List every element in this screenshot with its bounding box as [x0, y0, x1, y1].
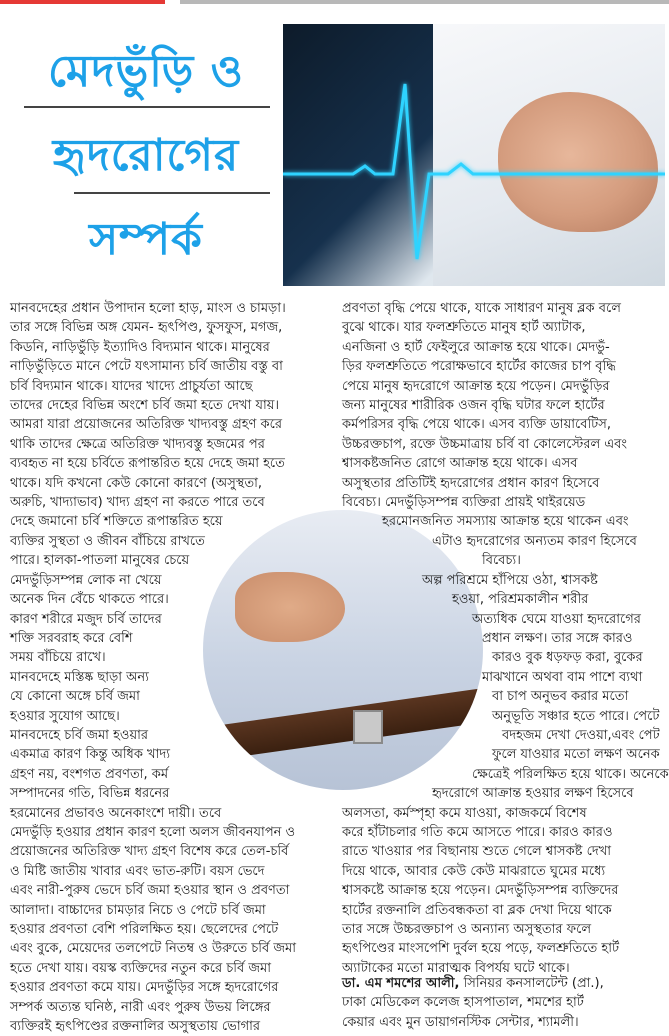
text-line: এবং বুকে, মেয়েদের তলপেটে নিতম্ব ও উরুতে চর্বি জমা — [10, 941, 296, 957]
text-line: হৃদরোগে আক্রান্ত হওয়ার লক্ষণ হিসেবে — [432, 786, 634, 802]
text-line: অসুস্থতার প্রতিটিই হৃদরোগের প্রধান কারণ হিসেবে — [342, 475, 600, 491]
text-line: এটাও হৃদরোগের অন্যতম কারণ হিসেবে — [432, 533, 637, 549]
text-line: অল্প পরিশ্রমে হাঁপিয়ে ওঠা, শ্বাসকষ্ট — [422, 572, 598, 588]
text-line: শ্বাসকষ্টে আক্রান্ত হয়ে পড়েন। মেদভুঁড়িসম্পন্ন ব্যক্তিদের — [342, 883, 619, 899]
title-line-2: হৃদরোগের — [52, 130, 240, 181]
text-line: বদহজম দেখা দেওয়া,এবং পেট — [502, 727, 660, 743]
text-line: ব্যবহৃত না হয়ে চর্বিতে রূপান্তরিত হয়ে দেহে জমা হতে — [10, 456, 285, 472]
text-line: সম্পাদনের গতি, বিভিন্ন ধরনের — [10, 786, 170, 802]
text-line: থাকে। যদি কখনো কেউ কোনো কারণে (অসুস্থতা, — [10, 475, 263, 491]
text-line: তাদের দেহের বিভিন্ন অংশে চর্বি জমা হতে দেখা যায়। — [10, 398, 280, 414]
text-line: তার সঙ্গে বিভিন্ন অঙ্গ যেমন- হৃৎপিণ্ড, ফুসফুস, মগজ, — [10, 320, 283, 336]
text-line: এবং নারী-পুরুষ ভেদে চর্বি জমা হওয়ার স্থান ও প্রবণতা — [10, 883, 290, 899]
text-line: মানবদেহের প্রধান উপাদান হলো হাড়, মাংস ও চামড়া। — [10, 301, 286, 316]
text-line: সময় বাঁচিয়ে রাখে। — [10, 650, 106, 666]
text-line: বিবেচ্য। মেদভুঁড়িসম্পন্ন ব্যক্তিরা প্রায়ই থাইরয়েড — [342, 495, 586, 511]
text-line: পেয়ে মানুষ হৃদরোগে আক্রান্ত হয়ে পড়েন। মেদভুঁড়ির — [342, 378, 610, 394]
text-line: হৃৎপিণ্ডের মাংসপেশি দুর্বল হয়ে পড়ে, ফলশ্রুতিতে হার্ট — [342, 941, 620, 957]
author-affiliation-line-1: ঢাকা মেডিকেল কলেজ হাসপাতাল, শমশের হার্ট — [342, 995, 584, 1011]
text-line: মাঝখানে অথবা বাম পাশে ব্যথা — [482, 669, 643, 685]
author-affiliation-line-2: কেয়ার এবং মুন ডায়াগনস্টিক সেন্টার, শ্যামলী। — [342, 1014, 579, 1030]
text-line: পারে। হালকা-পাতলা মানুষের চেয়ে — [10, 553, 190, 569]
text-line: হওয়া, পরিশ্রমকালীন শরীর — [452, 592, 589, 608]
hero-image-chest-pain — [283, 24, 665, 286]
text-line: অরুচি, খাদ্যাভাব) খাদ্য গ্রহণ না করতে পারে তবে — [10, 495, 265, 511]
text-line: প্রবণতা বৃদ্ধি পেয়ে থাকে, যাকে সাধারণ মানুষ ব্লক বলে — [342, 301, 621, 316]
ecg-line-icon — [283, 24, 665, 286]
text-line: ক্ষেত্রেই পরিলক্ষিত হয়ে থাকে। অনেকে — [472, 766, 669, 782]
text-line: মানবদেহে চর্বি জমা হওয়ার — [10, 727, 149, 743]
text-line: কিডনি, নাড়িভুঁড়ি ইত্যাদিও বিদ্যমান থাকে। মানুষের — [10, 339, 270, 355]
text-line: ও মিষ্টি জাতীয় খাবার এবং ভাত-রুটি। বয়স ভেদে — [10, 863, 265, 879]
text-line: শ্বাসকষ্টজনিত রোগে আক্রান্ত হয়ে থাকে। এসব — [342, 456, 578, 472]
article-body-right-column — [342, 299, 669, 978]
title-divider-1 — [24, 106, 270, 108]
author-credit — [342, 974, 664, 1032]
title-divider-2 — [74, 192, 270, 194]
text-line: সম্পর্ক অত্যন্ত ঘনিষ্ঠ, নারী এবং পুরুষ উভয় লিঙ্গের — [10, 999, 271, 1015]
text-line: ব্যক্তিরই হৃৎপিণ্ডের রক্তনালির অসুস্থতায় ভোগার — [10, 1019, 261, 1035]
text-line: আমরা যারা প্রয়োজনের অতিরিক্ত খাদ্যবস্তু গ্রহণ করে — [10, 417, 283, 433]
article-title — [12, 22, 280, 284]
text-line: কর্মপরিসর বৃদ্ধি পেয়ে থাকে। এসব ব্যক্তি ডায়াবেটিস, — [342, 417, 611, 433]
text-line: আলাদা। বাচ্চাদের চামড়ার নিচে ও পেটে চর্বি জমা — [10, 902, 266, 918]
text-line: ব্যক্তির সুস্থতা ও জীবন বাঁচিয়ে রাখতে — [10, 533, 205, 549]
text-line: মেদভুঁড়ি হওয়ার প্রধান কারণ হলো অলস জীবনযাপন ও — [10, 824, 296, 840]
text-line: হওয়ার প্রবণতা কমে যায়। মেদভুঁড়ির সঙ্গে হৃদরোগের — [10, 980, 279, 996]
text-line: গ্রহণ নয়, বংশগত প্রবণতা, কর্ম — [10, 766, 169, 782]
text-line: হরমোনজনিত সমস্যায় আক্রান্ত হয়ে থাকেন এবং — [382, 514, 629, 530]
text-line: এনজিনা ও হার্ট ফেইলুরে আক্রান্ত হয়ে থাকে। মেদভুঁ- — [342, 339, 610, 355]
text-line: রাতে খাওয়ার পর বিছানায় শুতে গেলে শ্বাসকষ্ট দেখা — [342, 844, 611, 860]
author-designation: সিনিয়র কনসালটেন্ট (প্রা.), — [459, 976, 604, 991]
text-line: অনুভূতি সঞ্চার হতে পারে। পেটে — [492, 708, 660, 724]
text-line: থাকি তাদের ক্ষেত্রে অতিরিক্ত খাদ্যবস্তু হজমের পর — [10, 436, 265, 452]
article-body-left-column — [10, 299, 335, 1036]
text-line: প্রয়োজনের অতিরিক্ত খাদ্য গ্রহণ বিশেষ করে তেল-চর্বি — [10, 844, 289, 860]
text-line: কারও বুক ধড়ফড় করা, বুকের — [492, 650, 643, 666]
text-line: হার্টের রক্তনালি প্রতিবন্ধকতা বা ব্লক দেখা দিয়ে থাকে — [342, 902, 612, 918]
text-line: প্রধান লক্ষণ। তার সঙ্গে কারও — [482, 630, 633, 646]
title-line-1: মেদভুঁড়ি ও — [48, 46, 244, 97]
text-line: হওয়ার সুযোগ আছে। — [10, 708, 120, 724]
text-line: হরমোনের প্রভাবও অনেকাংশে দায়ী। তবে — [10, 805, 222, 821]
top-accent-bar-grey — [180, 0, 669, 4]
text-line: যে কোনো অঙ্গে চর্বি জমা — [10, 689, 140, 705]
text-line: বা চাপ অনুভব করার মতো — [492, 689, 629, 705]
title-line-3: সম্পর্ক — [89, 214, 203, 265]
text-line: ফুলে যাওয়ার মতো লক্ষণ অনেক — [492, 747, 660, 763]
text-line: বিবেচ্য। — [482, 553, 521, 569]
text-line: হওয়ার প্রবণতা বেশি পরিলক্ষিত হয়। ছেলেদের পেটে — [10, 922, 279, 937]
text-line: ড়ির ফলশ্রুতিতে পরোক্ষভাবে হার্টের কাজের চাপ বৃদ্ধি — [342, 359, 616, 375]
author-name: ডা. এম শমশের আলী, — [342, 976, 460, 991]
text-line: নাড়িভুঁড়িতে মানে পেটে যৎসামান্য চর্বি জাতীয় বস্তু বা — [10, 359, 283, 375]
text-line: মেদভুঁড়িসম্পন্ন লোক না খেয়ে — [10, 572, 162, 588]
text-line: মানবদেহে মস্তিষ্ক ছাড়া অন্য — [10, 669, 149, 685]
text-line: হতে দেখা যায়। বয়স্ক ব্যক্তিদের নতুন করে চর্বি জমা — [10, 960, 271, 976]
text-line: অলসতা, কর্মস্পৃহা কমে যাওয়া, কাজকর্মে বিশেষ — [342, 805, 587, 821]
text-line: দেহে জমানো চর্বি শক্তিতে রূপান্তরিত হয়ে — [10, 514, 223, 530]
text-line: জন্য মানুষের শারীরিক ওজন বৃদ্ধি ঘটার ফলে হার্টের — [342, 398, 605, 414]
text-line: শক্তি সরবরাহ করে বেশি — [10, 630, 133, 646]
text-line: করে হাঁটাচলার গতি কমে আসতে পারে। কারও কারও — [342, 824, 613, 840]
text-line: চর্বি বিদ্যমান থাকে। যাদের খাদ্যে প্রাচুর্যতা আছে — [10, 378, 253, 394]
text-line: উচ্চরক্তচাপ, রক্তে উচ্চমাত্রায় চর্বি বা কোলেস্টেরল এবং — [342, 436, 628, 452]
text-line: দিয়ে থাকে, আবার কেউ কেউ মাঝরাতে ঘুমের মধ্যে — [342, 863, 606, 879]
text-line: অ্যাটাকের মতো মারাত্মক বিপর্যয় ঘটে থাকে। — [342, 960, 570, 976]
text-line: অত্যধিক ঘেমে যাওয়া হৃদরোগের — [472, 611, 641, 627]
text-line: একমাত্র কারণ কিন্তু অধিক খাদ্য — [10, 747, 170, 763]
text-line: অনেক দিন বেঁচে থাকতে পারে। — [10, 592, 169, 608]
text-line: কারণ শরীরে মজুদ চর্বি তাদের — [10, 611, 162, 627]
text-line: তার সঙ্গে উচ্চরক্তচাপ ও অন্যান্য অসুস্থতার ফলে — [342, 922, 592, 937]
text-line: বুঝে থাকে। যার ফলশ্রুতিতে মানুষ হার্ট অ্যাটাক, — [342, 320, 586, 336]
top-accent-bar-red — [0, 0, 165, 4]
